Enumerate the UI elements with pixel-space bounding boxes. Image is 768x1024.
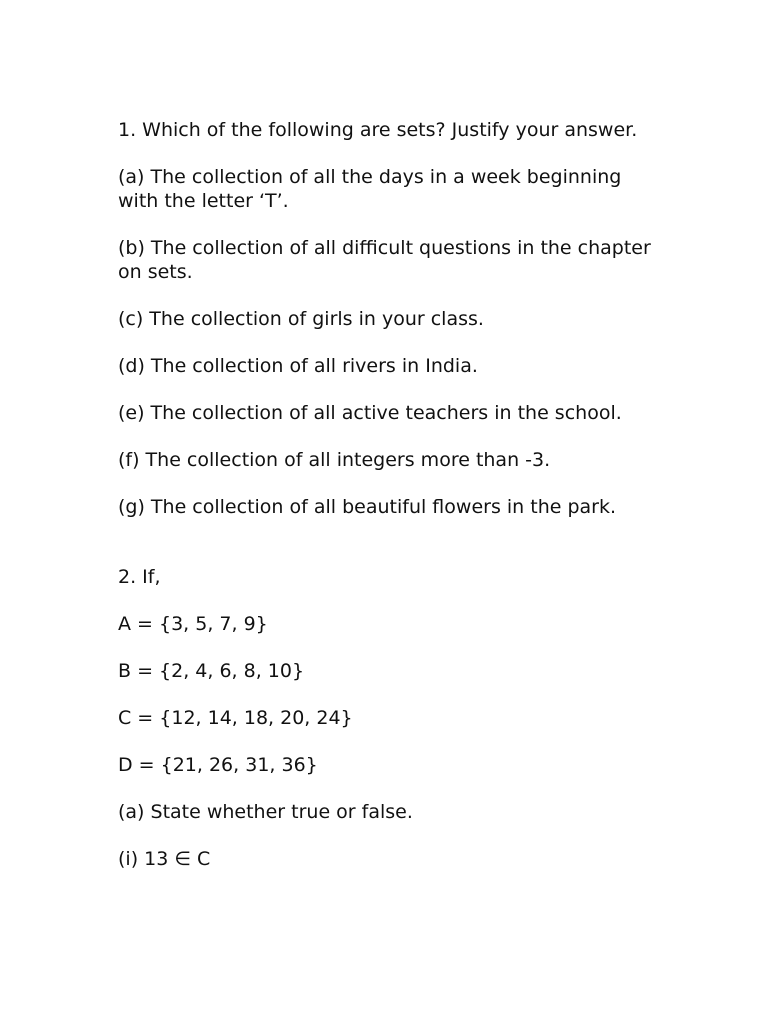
- set-c: C = {12, 14, 18, 20, 24}: [118, 707, 353, 729]
- question-1-option-c: (c) The collection of girls in your class.: [118, 308, 484, 330]
- question-1-option-e: (e) The collection of all active teachers in the school.: [118, 402, 622, 424]
- question-1: 1. Which of the following are sets? Justify your answer.: [118, 119, 638, 141]
- set-d: D = {21, 26, 31, 36}: [118, 754, 318, 776]
- question-1-option-b: (b) The collection of all difficult questions in the chapter on sets.: [118, 237, 651, 283]
- set-b: B = {2, 4, 6, 8, 10}: [118, 660, 305, 682]
- set-a: A = {3, 5, 7, 9}: [118, 613, 268, 635]
- question-1-option-a: (a) The collection of all the days in a week beginning with the letter ‘T’.: [118, 166, 622, 212]
- question-2-part-a: (a) State whether true or false.: [118, 801, 413, 823]
- question-2-part-a-item-i: (i) 13 ∈ C: [118, 848, 211, 870]
- question-2-intro: 2. If,: [118, 566, 161, 588]
- question-1-option-g: (g) The collection of all beautiful flowers in the park.: [118, 496, 617, 518]
- document-page: [118, 118, 658, 894]
- question-1-option-d: (d) The collection of all rivers in India.: [118, 355, 478, 377]
- question-1-option-f: (f) The collection of all integers more than -3.: [118, 449, 551, 471]
